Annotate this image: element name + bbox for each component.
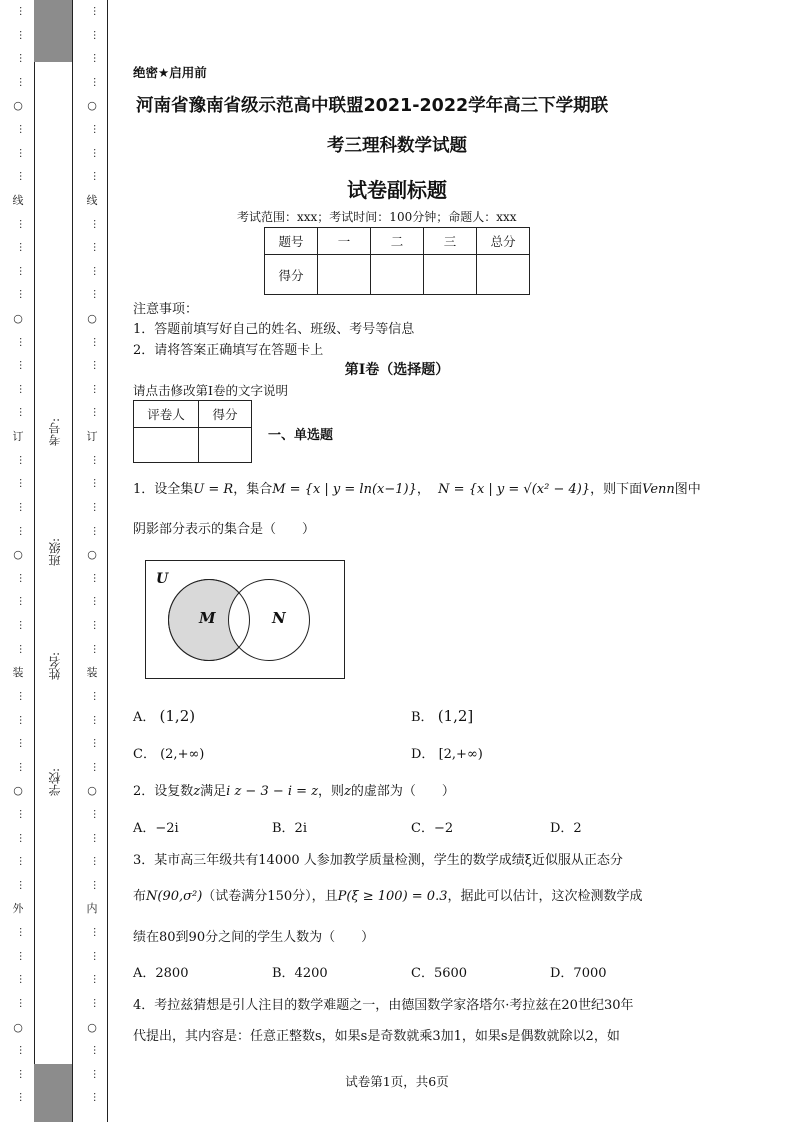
score-cell bbox=[318, 255, 371, 295]
q4-line1: 4．考拉兹猜想是引人注目的数学难题之一，由德国数学家洛塔尔·考拉兹在20世纪30年 bbox=[133, 998, 634, 1013]
exam-subtitle: 试卷副标题 bbox=[347, 178, 447, 202]
q1-option-d-value: [2,+∞) bbox=[438, 747, 483, 762]
binding-dots: … bbox=[17, 336, 28, 347]
binding-dots: … bbox=[17, 124, 28, 135]
binding-dots: … bbox=[17, 1045, 28, 1056]
binding-dots: … bbox=[17, 1092, 28, 1103]
binding-dots: … bbox=[17, 1068, 28, 1079]
score-table bbox=[264, 227, 530, 295]
binding-char: 外 bbox=[12, 902, 24, 916]
binding-circle-icon: ○ bbox=[13, 312, 23, 326]
note-item-1: 1．答题前填写好自己的姓名、班级、考号等信息 bbox=[133, 322, 415, 337]
binding-char: 装 bbox=[12, 666, 24, 680]
binding-dots: … bbox=[91, 124, 102, 135]
q2-var-z2: z bbox=[344, 784, 351, 799]
outer-binding-column bbox=[8, 0, 28, 1122]
q1-option-d-letter: D． bbox=[411, 747, 435, 762]
secret-mark: 绝密★启用前 bbox=[133, 65, 207, 80]
page-footer: 试卷第1页，共6页 bbox=[345, 1074, 449, 1089]
section-title: 一、单选题 bbox=[268, 428, 334, 443]
q1-option-b-value: (1,2] bbox=[437, 707, 474, 725]
binding-dots: … bbox=[91, 1092, 102, 1103]
q1-stem-d: ，则下面 bbox=[590, 482, 643, 497]
binding-char: 订 bbox=[86, 430, 98, 444]
binding-line-1 bbox=[34, 0, 35, 1122]
q1-universal-set: U = R bbox=[193, 482, 234, 497]
binding-dots: … bbox=[91, 147, 102, 158]
binding-dots: … bbox=[91, 714, 102, 725]
binding-char: 装 bbox=[86, 666, 98, 680]
exam-info: 考试范围：xxx；考试时间：100分钟；命题人：xxx bbox=[237, 210, 517, 224]
binding-dots: … bbox=[17, 242, 28, 253]
q2-stem-c: ，则 bbox=[318, 784, 345, 799]
binding-dots: … bbox=[17, 525, 28, 536]
q1-set-n: N = {x | y = √(x² − 4)} bbox=[438, 482, 591, 497]
q1-stem-e: 图中 bbox=[674, 482, 701, 497]
part1-title: 第I卷（选择题） bbox=[344, 362, 450, 378]
binding-dots: … bbox=[17, 171, 28, 182]
binding-dots: … bbox=[17, 289, 28, 300]
binding-circle-icon: ○ bbox=[87, 548, 97, 562]
q1-stem-b: ，集合 bbox=[233, 482, 273, 497]
q3-option-b: B．4200 bbox=[272, 966, 328, 981]
q1-line1 bbox=[133, 478, 701, 497]
binding-dots: … bbox=[91, 1045, 102, 1056]
binding-dots: … bbox=[17, 643, 28, 654]
q3-option-a: A．2800 bbox=[133, 966, 189, 981]
binding-dots: … bbox=[17, 927, 28, 938]
binding-dots: … bbox=[91, 265, 102, 276]
binding-char: 线 bbox=[86, 193, 98, 207]
q1-option-c bbox=[133, 743, 204, 762]
binding-dots: … bbox=[91, 856, 102, 867]
grader-cell bbox=[199, 428, 252, 463]
q2-stem-b: 满足 bbox=[200, 784, 227, 799]
grader-score-header: 得分 bbox=[199, 401, 252, 428]
binding-dots: … bbox=[91, 407, 102, 418]
q1-option-a-value: (1,2) bbox=[159, 707, 196, 725]
binding-dots: … bbox=[91, 478, 102, 489]
exam-title-line2: 考三理科数学试题 bbox=[327, 136, 467, 156]
q1-stem-a: 1．设全集 bbox=[133, 482, 194, 497]
binding-dots: … bbox=[91, 218, 102, 229]
binding-dots: … bbox=[17, 761, 28, 772]
q3-line2-b: （试卷满分150分），且 bbox=[202, 889, 338, 904]
grader-header: 评卷人 bbox=[134, 401, 199, 428]
binding-dots: … bbox=[17, 997, 28, 1008]
venn-label-u: U bbox=[156, 571, 169, 587]
binding-dots: … bbox=[91, 879, 102, 890]
binding-dots: … bbox=[17, 808, 28, 819]
score-cell bbox=[424, 255, 477, 295]
binding-dots: … bbox=[91, 738, 102, 749]
binding-dots: … bbox=[17, 383, 28, 394]
q2-stem-a: 2．设复数 bbox=[133, 784, 194, 799]
binding-circle-icon: ○ bbox=[87, 99, 97, 113]
part1-hint: 请点击修改第I卷的文字说明 bbox=[133, 383, 288, 398]
binding-circle-icon: ○ bbox=[87, 312, 97, 326]
q3-distribution: N(90,σ²) bbox=[146, 889, 203, 904]
score-header-2: 二 bbox=[371, 228, 424, 255]
binding-dots: … bbox=[91, 808, 102, 819]
binding-dots: … bbox=[91, 525, 102, 536]
q1-option-a bbox=[133, 706, 195, 725]
binding-dots: … bbox=[91, 76, 102, 87]
binding-dots: … bbox=[91, 383, 102, 394]
binding-dots: … bbox=[91, 242, 102, 253]
binding-dots: … bbox=[17, 6, 28, 16]
q2-option-b: B．2i bbox=[272, 821, 307, 836]
notes-title: 注意事项： bbox=[133, 302, 199, 317]
binding-dots: … bbox=[91, 596, 102, 607]
binding-dots: … bbox=[17, 265, 28, 276]
q1-option-b bbox=[411, 706, 473, 725]
q1-option-c-letter: C． bbox=[133, 747, 156, 762]
q3-line2 bbox=[133, 885, 643, 904]
name-label: 姓名: bbox=[48, 652, 62, 681]
binding-dots: … bbox=[91, 950, 102, 961]
q2-stem-d: 的虚部为（ ） bbox=[350, 784, 455, 799]
q3-line2-c: ，据此可以估计，这次检测数学成 bbox=[447, 889, 643, 904]
q1-line2: 阴影部分表示的集合是（ ） bbox=[133, 522, 316, 537]
binding-dots: … bbox=[91, 761, 102, 772]
binding-dots: … bbox=[17, 879, 28, 890]
q2-var-z: z bbox=[193, 784, 201, 799]
q3-probability: P(ξ ≥ 100) = 0.3 bbox=[337, 889, 448, 904]
score-cell bbox=[371, 255, 424, 295]
binding-dots: … bbox=[17, 218, 28, 229]
binding-dots: … bbox=[91, 360, 102, 371]
binding-dots: … bbox=[91, 643, 102, 654]
binding-dots: … bbox=[17, 596, 28, 607]
q1-option-c-value: (2,+∞) bbox=[160, 747, 205, 762]
q2-equation: i z − 3 − i = z bbox=[226, 784, 319, 799]
binding-dots: … bbox=[17, 738, 28, 749]
binding-dots: … bbox=[17, 407, 28, 418]
binding-line-2 bbox=[72, 0, 73, 1122]
binding-dots: … bbox=[17, 714, 28, 725]
q4-line2: 代提出，其内容是：任意正整数s，如果s是奇数就乘3加1，如果s是偶数就除以2，如 bbox=[133, 1029, 620, 1044]
exam-title-line1: 河南省豫南省级示范高中联盟2021-2022学年高三下学期联 bbox=[136, 96, 609, 116]
q2-stem bbox=[133, 780, 455, 799]
grader-table bbox=[133, 400, 252, 463]
binding-dots: … bbox=[17, 29, 28, 40]
binding-dots: … bbox=[91, 620, 102, 631]
score-cell bbox=[477, 255, 530, 295]
binding-dots: … bbox=[17, 454, 28, 465]
binding-circle-icon: ○ bbox=[13, 1020, 23, 1034]
score-header-qnum: 题号 bbox=[265, 228, 318, 255]
note-item-2: 2．请将答案正确填写在答题卡上 bbox=[133, 343, 324, 358]
q2-option-c: C．−2 bbox=[411, 821, 454, 836]
score-header-total: 总分 bbox=[477, 228, 530, 255]
binding-circle-icon: ○ bbox=[13, 99, 23, 113]
exam-no-label: 考号: bbox=[48, 418, 62, 447]
binding-line-3 bbox=[107, 0, 108, 1122]
binding-dots: … bbox=[91, 29, 102, 40]
binding-dots: … bbox=[91, 997, 102, 1008]
grader-cell bbox=[134, 428, 199, 463]
q1-set-m: M = {x | y = ln(x−1)} bbox=[272, 482, 417, 497]
binding-dots: … bbox=[91, 171, 102, 182]
binding-char: 线 bbox=[12, 193, 24, 207]
binding-dots: … bbox=[91, 289, 102, 300]
binding-dots: … bbox=[17, 856, 28, 867]
binding-dots: … bbox=[91, 336, 102, 347]
binding-dots: … bbox=[91, 6, 102, 16]
class-label: 班级: bbox=[48, 538, 62, 567]
q2-option-a: A．−2i bbox=[133, 821, 179, 836]
q3-option-d: D．7000 bbox=[550, 966, 607, 981]
binding-dots: … bbox=[17, 690, 28, 701]
binding-char: 订 bbox=[12, 430, 24, 444]
binding-dots: … bbox=[17, 974, 28, 985]
score-header-1: 一 bbox=[318, 228, 371, 255]
binding-dots: … bbox=[91, 690, 102, 701]
venn-diagram bbox=[145, 560, 345, 679]
binding-dots: … bbox=[17, 950, 28, 961]
q3-line2-a: 布 bbox=[133, 889, 147, 904]
q2-option-d: D．2 bbox=[550, 821, 582, 836]
venn-label-m: M bbox=[199, 609, 216, 627]
binding-dots: … bbox=[17, 501, 28, 512]
binding-dots: … bbox=[17, 76, 28, 87]
binding-dots: … bbox=[91, 1068, 102, 1079]
score-header-3: 三 bbox=[424, 228, 477, 255]
binding-dots: … bbox=[17, 832, 28, 843]
school-label: 学校: bbox=[48, 768, 62, 797]
binding-circle-icon: ○ bbox=[13, 784, 23, 798]
binding-circle-icon: ○ bbox=[87, 1020, 97, 1034]
binding-circle-icon: ○ bbox=[13, 548, 23, 562]
inner-binding-column bbox=[82, 0, 102, 1122]
q1-option-a-letter: A． bbox=[133, 710, 156, 725]
binding-dots: … bbox=[17, 147, 28, 158]
binding-char: 内 bbox=[86, 902, 98, 916]
q3-line3: 绩在80到90分之间的学生人数为（ ） bbox=[133, 930, 375, 945]
q3-line1: 3．某市高三年级共有14000 人参加教学质量检测，学生的数学成绩ξ近似服从正态分 bbox=[133, 853, 623, 868]
binding-dots: … bbox=[91, 927, 102, 938]
q1-option-b-letter: B． bbox=[411, 710, 434, 725]
binding-dots: … bbox=[91, 832, 102, 843]
binding-dots: … bbox=[17, 53, 28, 64]
binding-dots: … bbox=[17, 478, 28, 489]
binding-dots: … bbox=[17, 620, 28, 631]
q3-option-c: C．5600 bbox=[411, 966, 468, 981]
binding-dots: … bbox=[91, 454, 102, 465]
binding-gray-top bbox=[34, 0, 72, 62]
score-row-label: 得分 bbox=[265, 255, 318, 295]
binding-dots: … bbox=[91, 501, 102, 512]
q1-venn-word: Venn bbox=[642, 482, 675, 497]
binding-circle-icon: ○ bbox=[87, 784, 97, 798]
binding-dots: … bbox=[91, 974, 102, 985]
binding-dots: … bbox=[91, 53, 102, 64]
q1-stem-c: ， bbox=[416, 482, 430, 497]
binding-dots: … bbox=[17, 360, 28, 371]
binding-dots: … bbox=[91, 572, 102, 583]
venn-label-n: N bbox=[272, 609, 286, 627]
q1-option-d bbox=[411, 743, 483, 762]
binding-dots: … bbox=[17, 572, 28, 583]
